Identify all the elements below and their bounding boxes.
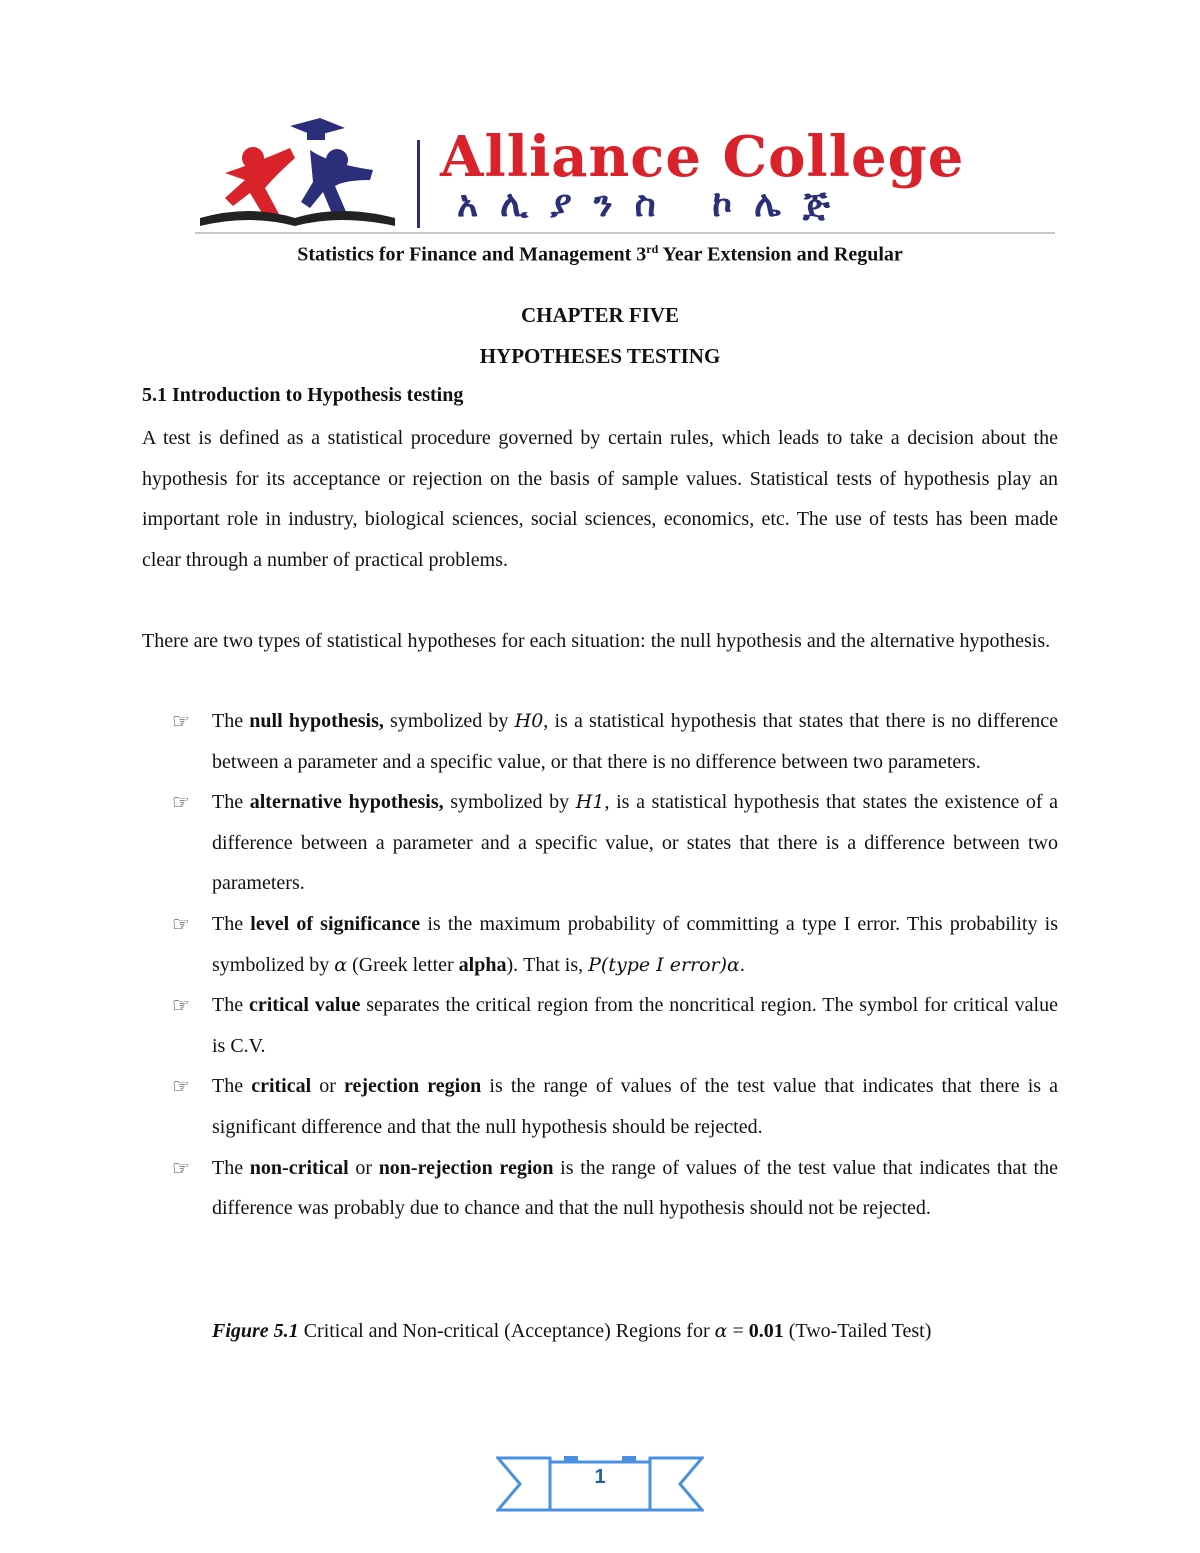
item-text: separates the critical region from the noncritical region. The symbol for critical value is C.V. (212, 994, 1058, 1057)
math-symbol: α (334, 953, 348, 976)
intro-paragraph: A test is defined as a statistical procedure governed by certain rules, which leads to take a decision about the hypothesis for its acceptance or rejection on the basis of sample values. Statistical tests of hypothesis play an important role in industry, biological sciences, social sciences, economics, etc. The use of tests has been made clear through a number of practical problems. (142, 427, 1058, 571)
item-term: rejection region (344, 1075, 482, 1098)
course-title-rest: Year Extension and Regular (658, 243, 903, 266)
item-term: alpha (458, 953, 507, 976)
pointing-hand-icon: ☞ (172, 1155, 190, 1180)
list-item-level-of-significance (142, 904, 1058, 985)
item-text: The (212, 710, 250, 732)
item-term: null hypothesis, (249, 710, 384, 732)
list-item-critical-value (142, 985, 1058, 1066)
list-item-rejection-region (142, 1066, 1058, 1147)
pointing-hand-icon: ☞ (172, 993, 190, 1018)
item-term: critical value (248, 994, 361, 1017)
item-term: alternative hypothesis, (249, 791, 444, 814)
item-text: is the range of values of the test value that indicates that there is a significant difference and that the null hypothesis should be rejected. (212, 1075, 1059, 1138)
item-text: The (212, 1156, 250, 1179)
item-term: critical (251, 1075, 312, 1098)
course-title-main: Statistics for Finance and Management 3 (297, 243, 647, 266)
pointing-hand-icon: ☞ (172, 790, 190, 815)
pointing-hand-icon: ☞ (172, 911, 190, 936)
hypotheses-types-paragraph: There are two types of statistical hypotheses for each situation: the null hypothesis and the alternative hypothesis. (142, 630, 1051, 652)
course-title-sup: rd (646, 242, 659, 256)
pointing-hand-icon: ☞ (172, 1074, 190, 1099)
item-term: level of significance (250, 912, 421, 935)
item-text: is the range of values of the test value that indicates that the difference was probably due to chance and that the null hypothesis should not be rejected. (212, 1156, 1058, 1220)
math-expression: P(type I error)α (588, 953, 740, 976)
list-item-alternative-hypothesis (142, 782, 1058, 904)
caption-text: = (727, 1320, 749, 1342)
chapter-title: HYPOTHESES TESTING (479, 344, 721, 368)
math-symbol: H0 (514, 710, 544, 732)
logo-amharic-name: አሊያንስ ኮሌጅ (457, 184, 852, 225)
item-text: or (311, 1075, 344, 1098)
list-item-null-hypothesis (142, 701, 1058, 782)
item-term: non-rejection region (378, 1156, 554, 1179)
item-term: non-critical (249, 1156, 349, 1179)
section-heading: 5.1 Introduction to Hypothesis testing (142, 384, 464, 406)
item-text: symbolized by (383, 710, 515, 732)
alpha-value: 0.01 (748, 1320, 784, 1342)
list-item-non-rejection-region (142, 1148, 1058, 1229)
math-symbol: H1 (575, 791, 605, 814)
course-title (0, 242, 1200, 267)
item-text: (Greek letter (347, 953, 459, 976)
math-symbol: α (714, 1320, 728, 1342)
item-text: symbolized by (443, 791, 576, 814)
item-text: . (739, 953, 745, 976)
item-text: ). That is, (506, 953, 589, 976)
item-text: , is a statistical hypothesis that states that there is no difference between a parameter and a specific value, or that there is no difference between two parameters. (212, 710, 1059, 773)
item-text: The (212, 1075, 252, 1098)
pointing-hand-icon: ☞ (172, 709, 190, 733)
figure-label: Figure 5.1 (212, 1320, 299, 1342)
item-text: or (348, 1156, 379, 1179)
college-logo (195, 118, 1055, 236)
chapter-number: CHAPTER FIVE (520, 303, 680, 327)
logo-name: Alliance College (440, 124, 965, 190)
item-text: , is a statistical hypothesis that states the existence of a difference between a parameter and a specific value, or states that there is a difference between two parameters. (212, 791, 1059, 895)
item-text: The (212, 791, 250, 814)
item-text: is the maximum probability of committing a type I error. This probability is symbolized by (212, 912, 1058, 976)
item-text: The (212, 994, 249, 1017)
caption-text: Critical and Non-critical (Acceptance) Regions for (298, 1320, 715, 1342)
figure-caption (212, 1311, 1058, 1352)
page-number-badge (496, 1452, 704, 1516)
definitions-list (142, 701, 1058, 1229)
caption-text: (Two-Tailed Test) (783, 1320, 932, 1342)
page-number: 1 (594, 1466, 606, 1488)
item-text: The (212, 912, 251, 935)
